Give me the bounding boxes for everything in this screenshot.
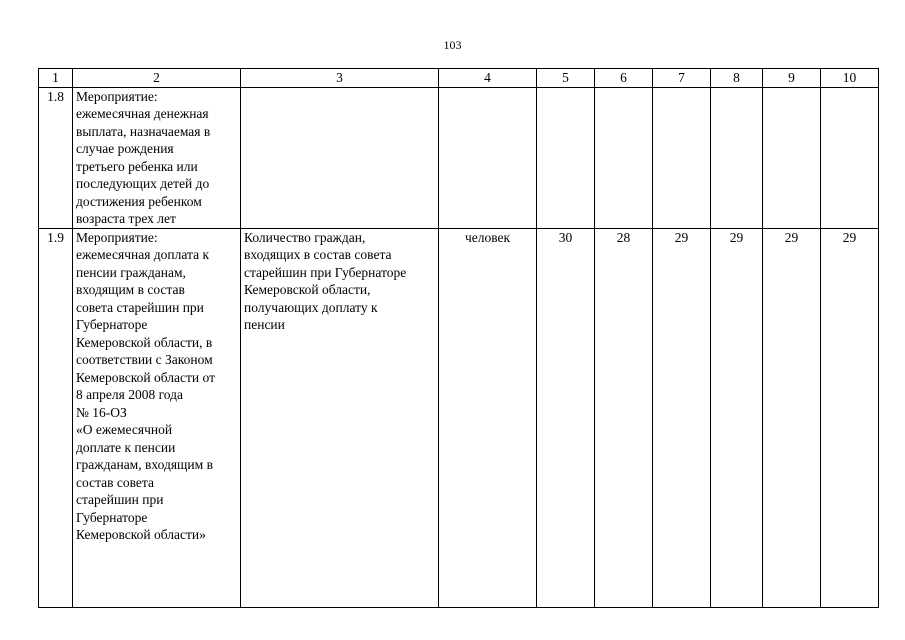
value-cell [711,87,763,228]
value-cell [763,87,821,228]
indicator-name [241,87,439,228]
table-row [39,228,879,607]
unit-cell: человек [439,228,537,607]
row-number: 1.8 [39,87,73,228]
value-cell: 28 [595,228,653,607]
event-description: Мероприятие: ежемесячная денежная выплата, назначаемая в случае рождения третьего ребенка или последующих детей до достижения ребенком возраста трех лет [73,87,241,228]
value-cell [653,87,711,228]
value-cell [821,87,879,228]
value-cell [537,87,595,228]
column-header: 10 [821,69,879,88]
column-header: 9 [763,69,821,88]
column-header: 5 [537,69,595,88]
row-number: 1.9 [39,228,73,607]
value-cell: 29 [763,228,821,607]
value-cell: 30 [537,228,595,607]
value-cell: 29 [821,228,879,607]
value-cell: 29 [711,228,763,607]
table-row [39,87,879,228]
value-cell: 29 [653,228,711,607]
column-header: 7 [653,69,711,88]
column-header: 3 [241,69,439,88]
indicators-table [38,68,879,608]
indicator-name: Количество граждан, входящих в состав совета старейшин при Губернаторе Кемеровской области, получающих доплату к пенсии [241,228,439,607]
event-description: Мероприятие: ежемесячная доплата к пенсии гражданам, входящим в состав совета старейшин при Губернаторе Кемеровской области, в соответствии с Законом Кемеровской области от 8 апреля 2008 года № 16-ОЗ «О ежемесячной доплате к пенсии гражданам, входящим в состав совета старейшин при Губернаторе Кемеровской области» [73,228,241,607]
column-number-row [39,69,879,88]
unit-cell [439,87,537,228]
column-header: 4 [439,69,537,88]
column-header: 8 [711,69,763,88]
page-number: 103 [443,38,462,52]
value-cell [595,87,653,228]
column-header: 1 [39,69,73,88]
column-header: 6 [595,69,653,88]
column-header: 2 [73,69,241,88]
